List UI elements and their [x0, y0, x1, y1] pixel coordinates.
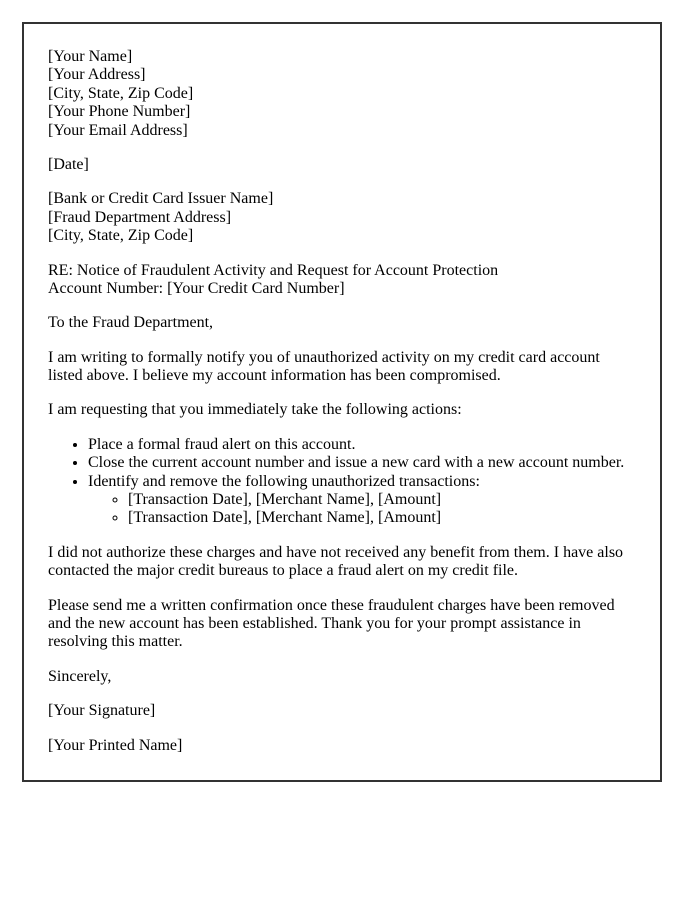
sender-name: [Your Name] — [48, 48, 133, 65]
sender-address-block — [48, 48, 636, 140]
recipient-department-address: [Fraud Department Address] — [48, 208, 232, 226]
sender-phone: [Your Phone Number] — [48, 103, 191, 121]
transaction-item: ◦ [Transaction Date], [Merchant Name], [Amount] — [128, 491, 636, 509]
action-item-remove-transactions-label: Identify and remove the following unauthorized transactions: — [88, 472, 480, 490]
sender-address: [Your Address] — [48, 66, 146, 84]
intro-paragraph: I am writing to formally notify you of unauthorized activity on my credit card account listed above. I believe my account information has been compromised. — [48, 348, 600, 385]
action-items-list — [48, 436, 636, 528]
sender-city-state-zip: [City, State, Zip Code] — [48, 84, 194, 102]
action-item-fraud-alert: • Place a formal fraud alert on this account. — [88, 436, 636, 454]
letter-document — [22, 22, 662, 782]
no-authorization-paragraph: I did not authorize these charges and have not received any benefit from them. I have also contacted the major credit bureaus to place a fraud alert on my credit file. — [48, 543, 624, 580]
recipient-city-state-zip: [City, State, Zip Code] — [48, 227, 194, 245]
transactions-list — [88, 491, 636, 528]
request-paragraph: I am requesting that you immediately take the following actions: — [48, 401, 462, 419]
recipient-issuer-name: [Bank or Credit Card Issuer Name] — [48, 190, 274, 208]
salutation: To the Fraud Department, — [48, 314, 214, 332]
sender-email: [Your Email Address] — [48, 121, 188, 139]
subject-line: RE: Notice of Fraudulent Activity and Request for Account Protection — [48, 261, 499, 279]
date-line: [Date] — [48, 155, 89, 173]
transaction-item: ◦ [Transaction Date], [Merchant Name], [Amount] — [128, 509, 636, 527]
closing: Sincerely, — [48, 667, 112, 685]
action-item-remove-transactions — [88, 473, 636, 528]
subject-block — [48, 262, 636, 299]
confirmation-paragraph: Please send me a written confirmation once these fraudulent charges have been removed and the new account has been established. Thank you for your prompt assistance in resolving this matter. — [48, 596, 615, 651]
recipient-address-block — [48, 190, 636, 245]
action-item-close-account: • Close the current account number and issue a new card with a new account number. — [88, 454, 636, 472]
signature-placeholder: [Your Signature] — [48, 702, 156, 720]
printed-name-placeholder: [Your Printed Name] — [48, 736, 183, 754]
account-number-line: Account Number: [Your Credit Card Number] — [48, 279, 345, 297]
